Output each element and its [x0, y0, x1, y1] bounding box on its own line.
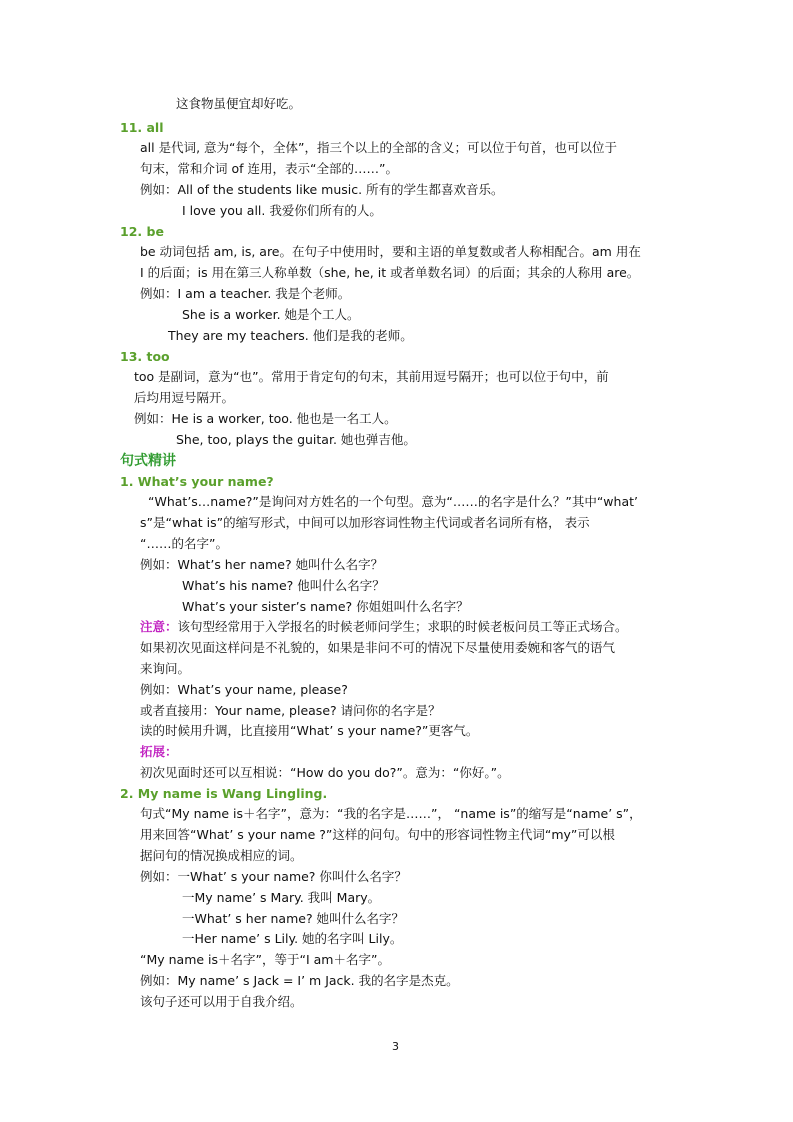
- section-heading-too: 13. too: [120, 349, 170, 364]
- subheading-my-name-is: 2. My name is Wang Lingling.: [120, 786, 328, 801]
- text-line: She, too, plays the guitar. 她也弹吉他。: [176, 432, 416, 447]
- text-line: 句末，常和介词 of 连用，表示“全部的……”。: [140, 161, 398, 176]
- text-line: 用来回答“What’ s your name ?”这样的问句。句中的形容词性物主代词“my”可以根: [140, 827, 615, 842]
- text-line: 句式“My name is＋名字”，意为：“我的名字是……”， “name is”的缩写是“name’ s”，: [140, 806, 642, 821]
- note-text: 该句型经常用于入学报名的时候老师问学生；求职的时候老板问员工等正式场合。: [177, 619, 628, 634]
- text-line: 一Her name’ s Lily. 她的名字叫 Lily。: [182, 931, 403, 946]
- text-line: 或者直接用：Your name, please? 请问你的名字是？: [140, 703, 441, 718]
- subheading-whats-your-name: 1. What’s your name?: [120, 474, 274, 489]
- text-line: 后均用逗号隔开。: [134, 390, 235, 405]
- text-line: I love you all. 我爱你们所有的人。: [182, 203, 382, 218]
- text-line: What’s your sister’s name? 你姐姐叫什么名字？: [182, 599, 469, 614]
- text-line: 该句子还可以用于自我介绍。: [140, 994, 303, 1009]
- text-line: 这食物虽便宜却好吃。: [176, 96, 302, 111]
- note-label: 注意：: [140, 619, 178, 634]
- section-heading-all: 11. all: [120, 120, 164, 135]
- text-line: 例如：I am a teacher. 我是个老师。: [140, 286, 351, 301]
- text-line: What’s his name? 他叫什么名字？: [182, 578, 385, 593]
- section-heading-be: 12. be: [120, 224, 164, 239]
- text-line: I 的后面；is 用在第三人称单数（she, he, it 或者单数名词）的后面；其余的人称用 are。: [140, 265, 640, 280]
- text-line: 例如：He is a worker, too. 他也是一名工人。: [134, 411, 397, 426]
- text-line: 一What’ s her name? 她叫什么名字？: [182, 911, 405, 926]
- text-line: They are my teachers. 他们是我的老师。: [168, 328, 413, 343]
- text-line: 据问句的情况换成相应的词。: [140, 848, 303, 863]
- text-line: “What’s…name?”是询问对方姓名的一个句型。意为“……的名字是什么？”其中“what’: [148, 494, 638, 509]
- text-line: too 是副词，意为“也”。常用于肯定句的句末，其前用逗号隔开；也可以位于句中，前: [134, 369, 609, 384]
- text-line: 一My name’ s Mary. 我叫 Mary。: [182, 890, 381, 905]
- text-line: 初次见面时还可以互相说：“How do you do?”。意为：“你好。”。: [140, 765, 510, 780]
- text-line: 如果初次见面这样问是不礼貌的，如果是非问不可的情况下尽量使用委婉和客气的语气: [140, 640, 616, 655]
- text-line: She is a worker. 她是个工人。: [182, 307, 360, 322]
- text-line: 例如：What’s her name? 她叫什么名字？: [140, 557, 384, 572]
- text-line: 例如：一What’ s your name? 你叫什么名字？: [140, 869, 407, 884]
- text-line: be 动词包括 am, is, are。在句子中使用时，要和主语的单复数或者人称相配合。am 用在: [140, 244, 641, 259]
- text-line: s”是“what is”的缩写形式，中间可以加形容词性物主代词或者名词所有格， 表示: [140, 515, 590, 530]
- note-line: [140, 617, 628, 637]
- text-line: “My name is＋名字”，等于“I am＋名字”。: [140, 952, 390, 967]
- text-line: 读的时候用升调，比直接用“What’ s your name?”更客气。: [140, 723, 479, 738]
- text-line: all 是代词, 意为“每个，全体”，指三个以上的全部的含义；可以位于句首，也可以位于: [140, 140, 617, 155]
- text-line: 例如：What’s your name, please?: [140, 682, 348, 697]
- section-title-sentence-patterns: 句式精讲: [120, 453, 176, 469]
- text-line: “……的名字”。: [140, 536, 228, 551]
- extension-label: 拓展：: [140, 744, 178, 759]
- page-number: 3: [392, 1040, 399, 1053]
- text-line: 例如：All of the students like music. 所有的学生都喜欢音乐。: [140, 182, 504, 197]
- text-line: 来询问。: [140, 661, 191, 676]
- text-line: 例如：My name’ s Jack = I’ m Jack. 我的名字是杰克。: [140, 973, 459, 988]
